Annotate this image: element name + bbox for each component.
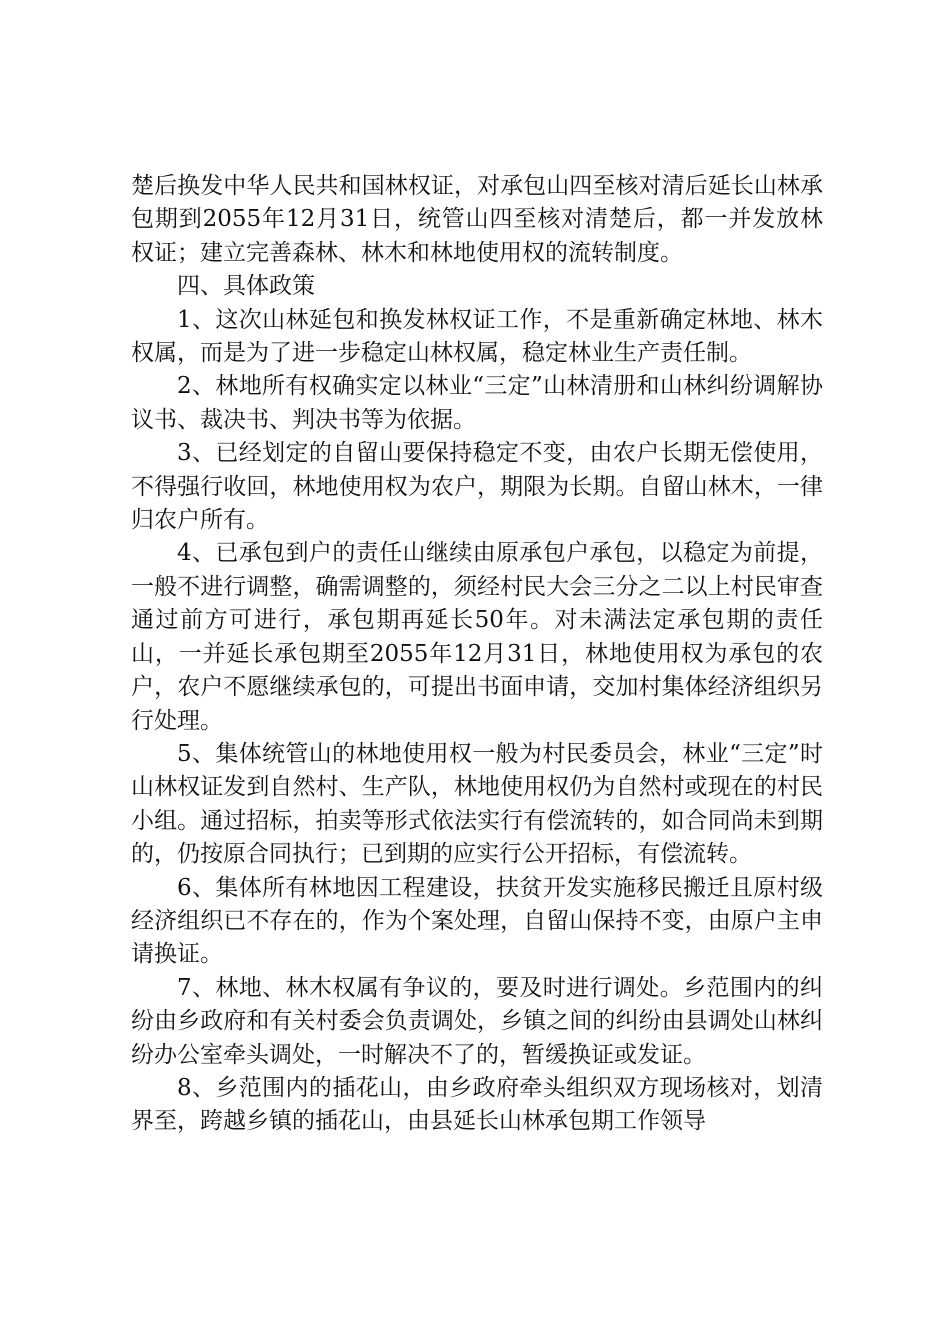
policy-item-4: 4、已承包到户的责任山继续由原承包户承包，以稳定为前提，一般不进行调整，确需调整的，须经村民大会三分之二以上村民审查通过前方可进行，承包期再延长50年。对未满法定承包期的责任山，一并延长承包期至2055年12月31日，林地使用权为承包的农户，农户不愿继续承包的，可提出书面申请，交加村集体经济组织另行处理。: [131, 540, 823, 734]
section-heading-specific-policies: 四、具体政策: [177, 273, 315, 300]
document-body: [131, 170, 823, 1139]
policy-item-6: 6、集体所有林地因工程建设，扶贫开发实施移民搬迁且原村级经济组织已不存在的，作为个案处理，自留山保持不变，由原户主申请换证。: [131, 874, 823, 968]
policy-item-5: 5、集体统管山的林地使用权一般为村民委员会，林业“三定”时山林权证发到自然村、生产队，林地使用权仍为自然村或现在的村民小组。通过招标，拍卖等形式依法实行有偿流转的，如合同尚未到期的，仍按原合同执行；已到期的应实行公开招标，有偿流转。: [131, 740, 823, 868]
policy-item-7: 7、林地、林木权属有争议的，要及时进行调处。乡范围内的纠纷由乡政府和有关村委会负责调处，乡镇之间的纠纷由县调处山林纠纷办公室牵头调处，一时解决不了的，暂缓换证或发证。: [131, 974, 823, 1068]
policy-item-8: 8、乡范围内的插花山，由乡政府牵头组织双方现场核对，划清界至，跨越乡镇的插花山，由县延长山林承包期工作领导: [131, 1074, 823, 1135]
policy-item-2: 2、林地所有权确实定以林业“三定”山林清册和山林纠纷调解协议书、裁决书、判决书等为依据。: [131, 373, 823, 433]
policy-item-3: 3、已经划定的自留山要保持稳定不变，由农户长期无偿使用，不得强行收回，林地使用权为农户，期限为长期。自留山林木，一律归农户所有。: [131, 440, 823, 534]
policy-item-1: 1、这次山林延包和换发林权证工作，不是重新确定林地、林木权属，而是为了进一步稳定山林权属，稳定林业生产责任制。: [131, 306, 823, 367]
paragraph-continuation: 楚后换发中华人民共和国林权证，对承包山四至核对清后延长山林承包期到2055年12月31日，统管山四至核对清楚后，都一并发放林权证；建立完善森林、林木和林地使用权的流转制度。: [131, 173, 823, 266]
